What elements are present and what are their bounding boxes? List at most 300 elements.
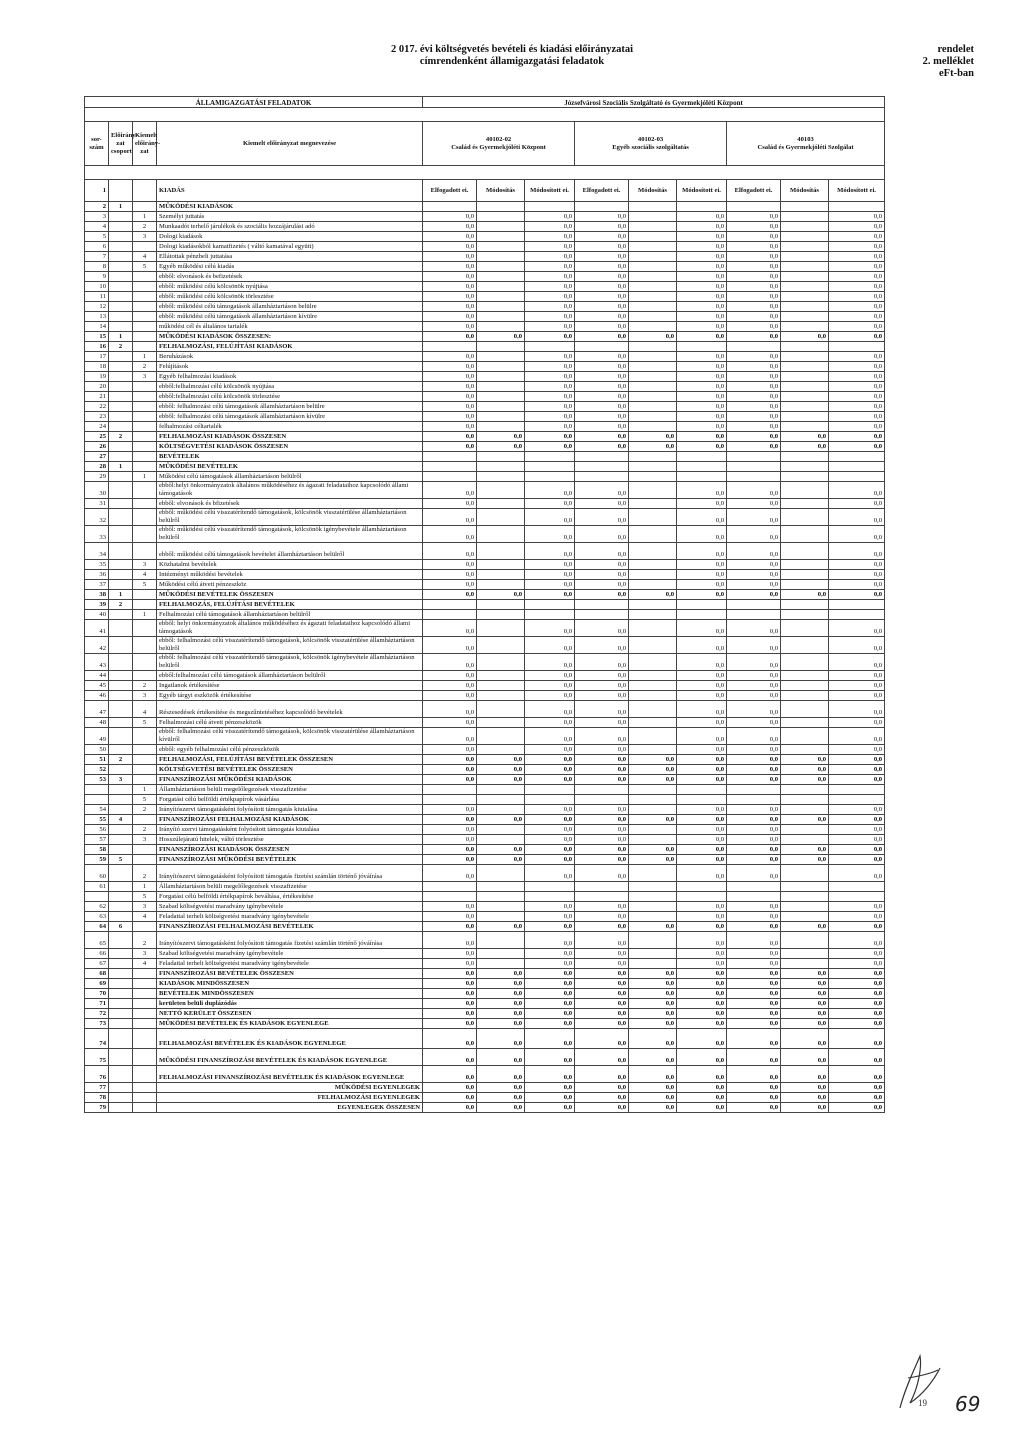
row-value: 0,0 <box>677 272 727 282</box>
row-value: 0,0 <box>829 499 885 509</box>
row-value <box>781 865 829 882</box>
row-value: 0,0 <box>423 412 477 422</box>
row-number: 40 <box>85 610 109 620</box>
row-value: 0,0 <box>477 590 525 600</box>
row-value: 0,0 <box>829 755 885 765</box>
row-value: 0,0 <box>423 728 477 745</box>
row-value <box>781 600 829 610</box>
row-group-code <box>109 835 133 845</box>
row-label: KÖLTSÉGVETÉSI BEVÉTELEK ÖSSZESEN <box>157 765 423 775</box>
row-value <box>477 462 525 472</box>
row-value <box>477 202 525 212</box>
row-value: 0,0 <box>677 222 727 232</box>
table-row <box>85 728 885 745</box>
row-item-code <box>133 312 157 322</box>
row-value: 0,0 <box>477 922 525 932</box>
row-item-code: 2 <box>133 932 157 949</box>
row-group-code <box>109 482 133 499</box>
row-value: 0,0 <box>677 482 727 499</box>
row-item-code <box>133 526 157 543</box>
row-number: 22 <box>85 402 109 412</box>
row-number: 18 <box>85 362 109 372</box>
row-value: 0,0 <box>727 252 781 262</box>
row-label: Irányítószervi támogatásként folyósított támogatás kiutalása <box>157 805 423 815</box>
row-group-code <box>109 442 133 452</box>
row-group-code <box>109 765 133 775</box>
row-value: 0,0 <box>423 825 477 835</box>
row-value: 0,0 <box>677 989 727 999</box>
row-value: 0,0 <box>575 989 629 999</box>
row-number: 74 <box>85 1029 109 1049</box>
row-value: 0,0 <box>629 1019 677 1029</box>
row-value <box>525 600 575 610</box>
row-value: 0,0 <box>575 412 629 422</box>
row-group-code <box>109 382 133 392</box>
row-value: 0,0 <box>525 509 575 526</box>
row-value <box>477 671 525 681</box>
row-item-code: 2 <box>133 825 157 835</box>
row-item-code <box>133 671 157 681</box>
row-value: 0,0 <box>423 352 477 362</box>
row-item-code <box>133 654 157 671</box>
row-value: 0,0 <box>829 322 885 332</box>
row-value: 0,0 <box>575 543 629 560</box>
row-number: 67 <box>85 959 109 969</box>
row-group-code <box>109 825 133 835</box>
row-value: 0,0 <box>629 432 677 442</box>
row-value: 0,0 <box>829 932 885 949</box>
row-label: ebből: elvonások és bfizetések <box>157 499 423 509</box>
row-label: NETTÓ KERÜLET ÖSSZESEN <box>157 1009 423 1019</box>
row-value: 0,0 <box>829 728 885 745</box>
row-value: 0,0 <box>829 372 885 382</box>
row-value: 0,0 <box>575 302 629 312</box>
row-label: ebből: működési célú támogatások államháztartáson belülre <box>157 302 423 312</box>
table-row <box>85 302 885 312</box>
row-number <box>85 892 109 902</box>
row-value: 0,0 <box>525 543 575 560</box>
row-label: Feladattal terhelt költségvetési maradvány igénybevétele <box>157 912 423 922</box>
row-value: 0,0 <box>727 499 781 509</box>
row-value: 0,0 <box>525 442 575 452</box>
row-value: 0,0 <box>575 1029 629 1049</box>
row-value: 0,0 <box>575 728 629 745</box>
row-value <box>629 526 677 543</box>
row-value: 0,0 <box>423 1009 477 1019</box>
row-number: 13 <box>85 312 109 322</box>
row-value <box>677 795 727 805</box>
row-label: MŰKÖDÉSI BEVÉTELEK ÖSSZESEN <box>157 590 423 600</box>
row-value <box>677 892 727 902</box>
row-value: 0,0 <box>781 590 829 600</box>
row-number: 27 <box>85 452 109 462</box>
row-value: 0,0 <box>829 590 885 600</box>
section-right-label: Józsefvárosi Szociális Szolgáltató és Gyermekjóléti Központ <box>423 97 885 108</box>
row-value: 0,0 <box>829 1029 885 1049</box>
row-value <box>629 362 677 372</box>
row-value: 0,0 <box>525 322 575 332</box>
row-value: 0,0 <box>727 1066 781 1083</box>
row-value <box>525 472 575 482</box>
row-value: 0,0 <box>525 745 575 755</box>
row-value: 0,0 <box>829 949 885 959</box>
row-number: 78 <box>85 1093 109 1103</box>
row-value <box>477 637 525 654</box>
row-value: 0,0 <box>575 745 629 755</box>
row-value: 0,0 <box>727 232 781 242</box>
row-item-code <box>133 1009 157 1019</box>
row-value <box>781 262 829 272</box>
row-value: 0,0 <box>525 681 575 691</box>
table-row <box>85 432 885 442</box>
row-group-code: 1 <box>109 590 133 600</box>
row-label: Felhalmozási célú átvett pénzeszközök <box>157 718 423 728</box>
row-value <box>477 882 525 892</box>
row-item-code <box>133 775 157 785</box>
row-value <box>781 372 829 382</box>
row-label: Személyi juttatás <box>157 212 423 222</box>
row-value: 0,0 <box>727 1009 781 1019</box>
row-label: ebből: felhalmozási célú visszatérítendő támogatások, kölcsönök igénybevétele államháztartáson belülről <box>157 654 423 671</box>
row-value <box>629 728 677 745</box>
row-value <box>629 322 677 332</box>
row-value: 0,0 <box>829 212 885 222</box>
row-value: 0,0 <box>575 805 629 815</box>
row-group-code: 2 <box>109 432 133 442</box>
row-value: 0,0 <box>829 312 885 322</box>
row-value <box>781 422 829 432</box>
row-value: 0,0 <box>677 570 727 580</box>
row-item-code <box>133 637 157 654</box>
row-value: 0,0 <box>727 302 781 312</box>
row-item-code: 5 <box>133 892 157 902</box>
row-value: 0,0 <box>677 671 727 681</box>
row-value: 0,0 <box>423 989 477 999</box>
row-value: 0,0 <box>423 302 477 312</box>
row-value: 0,0 <box>525 422 575 432</box>
row-value <box>477 342 525 352</box>
row-value: 0,0 <box>575 252 629 262</box>
table-row <box>85 979 885 989</box>
row-value: 0,0 <box>781 432 829 442</box>
row-value: 0,0 <box>727 969 781 979</box>
row-value: 0,0 <box>423 835 477 845</box>
row-value <box>477 543 525 560</box>
row-group-code <box>109 509 133 526</box>
row-group-code <box>109 252 133 262</box>
row-value <box>629 745 677 755</box>
row-value: 0,0 <box>477 1103 525 1113</box>
row-value: 0,0 <box>525 526 575 543</box>
row-item-code <box>133 422 157 432</box>
row-value <box>727 892 781 902</box>
row-value <box>829 452 885 462</box>
row-value: 0,0 <box>727 1093 781 1103</box>
row-value: 0,0 <box>829 637 885 654</box>
row-group-code <box>109 671 133 681</box>
row-value: 0,0 <box>575 755 629 765</box>
row-value <box>629 392 677 402</box>
row-number: 28 <box>85 462 109 472</box>
row-label: FELHALMOZÁSI EGYENLEGEK <box>157 1093 423 1103</box>
row-value: 0,0 <box>423 282 477 292</box>
row-value: 0,0 <box>423 949 477 959</box>
row-value <box>629 912 677 922</box>
row-value: 0,0 <box>781 979 829 989</box>
row-value: 0,0 <box>423 372 477 382</box>
row-value: 0,0 <box>727 1083 781 1093</box>
row-number: 51 <box>85 755 109 765</box>
table-row <box>85 1029 885 1049</box>
row-value <box>477 402 525 412</box>
row-number: 68 <box>85 969 109 979</box>
row-value: 0,0 <box>829 865 885 882</box>
row-value: 0,0 <box>423 332 477 342</box>
row-value: 0,0 <box>677 815 727 825</box>
row-value <box>629 902 677 912</box>
row-value: 0,0 <box>829 272 885 282</box>
row-value: 0,0 <box>727 1049 781 1066</box>
row-value: 0,0 <box>423 999 477 1009</box>
row-value: 0,0 <box>575 352 629 362</box>
row-group-code <box>109 526 133 543</box>
row-value: 0,0 <box>525 620 575 637</box>
row-value: 0,0 <box>727 262 781 272</box>
row-value: 0,0 <box>629 845 677 855</box>
table-row <box>85 362 885 372</box>
row-value: 0,0 <box>525 252 575 262</box>
row-value: 0,0 <box>829 855 885 865</box>
row-value <box>829 462 885 472</box>
row-value <box>677 452 727 462</box>
table-row <box>85 969 885 979</box>
row-value: 0,0 <box>727 292 781 302</box>
row-value <box>423 610 477 620</box>
row-value <box>781 681 829 691</box>
row-value: 0,0 <box>829 775 885 785</box>
table-row <box>85 745 885 755</box>
row-value <box>477 932 525 949</box>
row-number: 43 <box>85 654 109 671</box>
row-value: 0,0 <box>525 718 575 728</box>
row-value: 0,0 <box>677 902 727 912</box>
row-value: 0,0 <box>677 1083 727 1093</box>
row-number: 24 <box>85 422 109 432</box>
row-value <box>781 637 829 654</box>
row-number: 62 <box>85 902 109 912</box>
row-value <box>477 865 525 882</box>
row-value <box>477 482 525 499</box>
row-label: Ingatlanok értékesítése <box>157 681 423 691</box>
row-value <box>423 452 477 462</box>
title-line-2: címrendenként államigazgatási feladatok <box>419 56 605 67</box>
row-value <box>477 352 525 362</box>
row-item-code <box>133 392 157 402</box>
row-group-code <box>109 1103 133 1113</box>
row-value: 0,0 <box>525 701 575 718</box>
row-label: Felújítások <box>157 362 423 372</box>
row-value: 0,0 <box>575 1019 629 1029</box>
row-value: 0,0 <box>477 332 525 342</box>
row-item-code: 1 <box>133 785 157 795</box>
row-value <box>423 785 477 795</box>
row-value: 0,0 <box>525 1029 575 1049</box>
table-row <box>85 262 885 272</box>
row-value: 0,0 <box>677 654 727 671</box>
row-label: ebből: elvonások és befizetések <box>157 272 423 282</box>
row-value: 0,0 <box>677 402 727 412</box>
row-group-code <box>109 560 133 570</box>
row-value: 0,0 <box>525 1066 575 1083</box>
row-item-code <box>133 979 157 989</box>
row-group-code <box>109 865 133 882</box>
row-value: 0,0 <box>525 902 575 912</box>
row-value <box>629 892 677 902</box>
row-group-code <box>109 1009 133 1019</box>
row-value: 0,0 <box>525 590 575 600</box>
row-value: 0,0 <box>575 422 629 432</box>
row-value: 0,0 <box>525 805 575 815</box>
row-value: 0,0 <box>677 912 727 922</box>
row-value: 0,0 <box>575 322 629 332</box>
row-value: 0,0 <box>829 560 885 570</box>
row-item-code: 3 <box>133 691 157 701</box>
row-value: 0,0 <box>525 1009 575 1019</box>
row-value <box>781 352 829 362</box>
row-label: FELHALMOZÁSI, FELÚJÍTÁSI BEVÉTELEK ÖSSZESEN <box>157 755 423 765</box>
row-group-code <box>109 785 133 795</box>
row-value <box>575 610 629 620</box>
row-value: 0,0 <box>781 1093 829 1103</box>
row-label: Közhatalmi bevételek <box>157 560 423 570</box>
row-value: 0,0 <box>477 1029 525 1049</box>
row-value: 0,0 <box>575 835 629 845</box>
row-value <box>677 882 727 892</box>
row-value: 0,0 <box>525 312 575 322</box>
row-value <box>629 580 677 590</box>
table-row <box>85 610 885 620</box>
table-row <box>85 402 885 412</box>
kiadas-row-number: 1 <box>85 180 109 202</box>
row-item-code <box>133 1029 157 1049</box>
table-row <box>85 1009 885 1019</box>
table-row <box>85 1066 885 1083</box>
row-value <box>629 637 677 654</box>
row-value: 0,0 <box>525 382 575 392</box>
row-value <box>629 282 677 292</box>
row-value: 0,0 <box>829 654 885 671</box>
row-value <box>477 560 525 570</box>
row-label: ebből: felhalmozási célú támogatások államháztartáson belülre <box>157 402 423 412</box>
row-value: 0,0 <box>575 590 629 600</box>
table-row <box>85 462 885 472</box>
row-value: 0,0 <box>423 932 477 949</box>
table-row <box>85 560 885 570</box>
row-item-code: 3 <box>133 560 157 570</box>
row-value <box>781 671 829 681</box>
row-value: 0,0 <box>727 570 781 580</box>
row-value: 0,0 <box>629 979 677 989</box>
row-value: 0,0 <box>477 999 525 1009</box>
row-value: 0,0 <box>677 1093 727 1103</box>
row-value <box>477 362 525 372</box>
row-label: Egyéb felhalmozási kiadások <box>157 372 423 382</box>
row-value: 0,0 <box>677 352 727 362</box>
row-value <box>575 785 629 795</box>
row-value <box>525 202 575 212</box>
row-value: 0,0 <box>575 865 629 882</box>
row-value <box>781 654 829 671</box>
row-number: 8 <box>85 262 109 272</box>
table-row <box>85 472 885 482</box>
row-value: 0,0 <box>727 654 781 671</box>
row-value: 0,0 <box>677 745 727 755</box>
row-value: 0,0 <box>677 580 727 590</box>
row-value: 0,0 <box>829 352 885 362</box>
row-value: 0,0 <box>727 912 781 922</box>
row-value: 0,0 <box>525 728 575 745</box>
row-group-code <box>109 352 133 362</box>
row-value <box>629 222 677 232</box>
row-value <box>477 718 525 728</box>
row-value <box>629 412 677 422</box>
row-value: 0,0 <box>423 499 477 509</box>
row-value: 0,0 <box>727 322 781 332</box>
row-value: 0,0 <box>423 979 477 989</box>
row-group-code <box>109 745 133 755</box>
row-number: 32 <box>85 509 109 526</box>
row-group-code <box>109 1083 133 1093</box>
row-number: 58 <box>85 845 109 855</box>
row-value: 0,0 <box>829 232 885 242</box>
group-code: 40102-02 <box>485 135 512 143</box>
row-value: 0,0 <box>575 654 629 671</box>
row-value: 0,0 <box>477 1009 525 1019</box>
row-label: Szabad költségvetési maradvány igénybevétele <box>157 902 423 912</box>
row-value: 0,0 <box>525 932 575 949</box>
row-value: 0,0 <box>575 637 629 654</box>
row-value: 0,0 <box>727 272 781 282</box>
row-group-code <box>109 282 133 292</box>
row-value <box>629 681 677 691</box>
row-item-code <box>133 845 157 855</box>
row-value: 0,0 <box>423 262 477 272</box>
row-group-code <box>109 322 133 332</box>
row-value <box>781 825 829 835</box>
row-value <box>781 745 829 755</box>
row-item-code <box>133 1103 157 1113</box>
row-value <box>629 292 677 302</box>
row-value <box>781 322 829 332</box>
row-item-code: 2 <box>133 222 157 232</box>
row-number: 75 <box>85 1049 109 1066</box>
row-value: 0,0 <box>829 701 885 718</box>
row-group-code <box>109 892 133 902</box>
row-value <box>575 342 629 352</box>
row-value <box>477 322 525 332</box>
row-group-code: 1 <box>109 332 133 342</box>
row-value: 0,0 <box>829 252 885 262</box>
row-number: 38 <box>85 590 109 600</box>
row-item-code <box>133 1066 157 1083</box>
row-value <box>629 202 677 212</box>
row-value: 0,0 <box>575 855 629 865</box>
row-value: 0,0 <box>423 969 477 979</box>
row-value: 0,0 <box>829 671 885 681</box>
table-row <box>85 412 885 422</box>
row-value: 0,0 <box>829 999 885 1009</box>
row-value: 0,0 <box>677 835 727 845</box>
